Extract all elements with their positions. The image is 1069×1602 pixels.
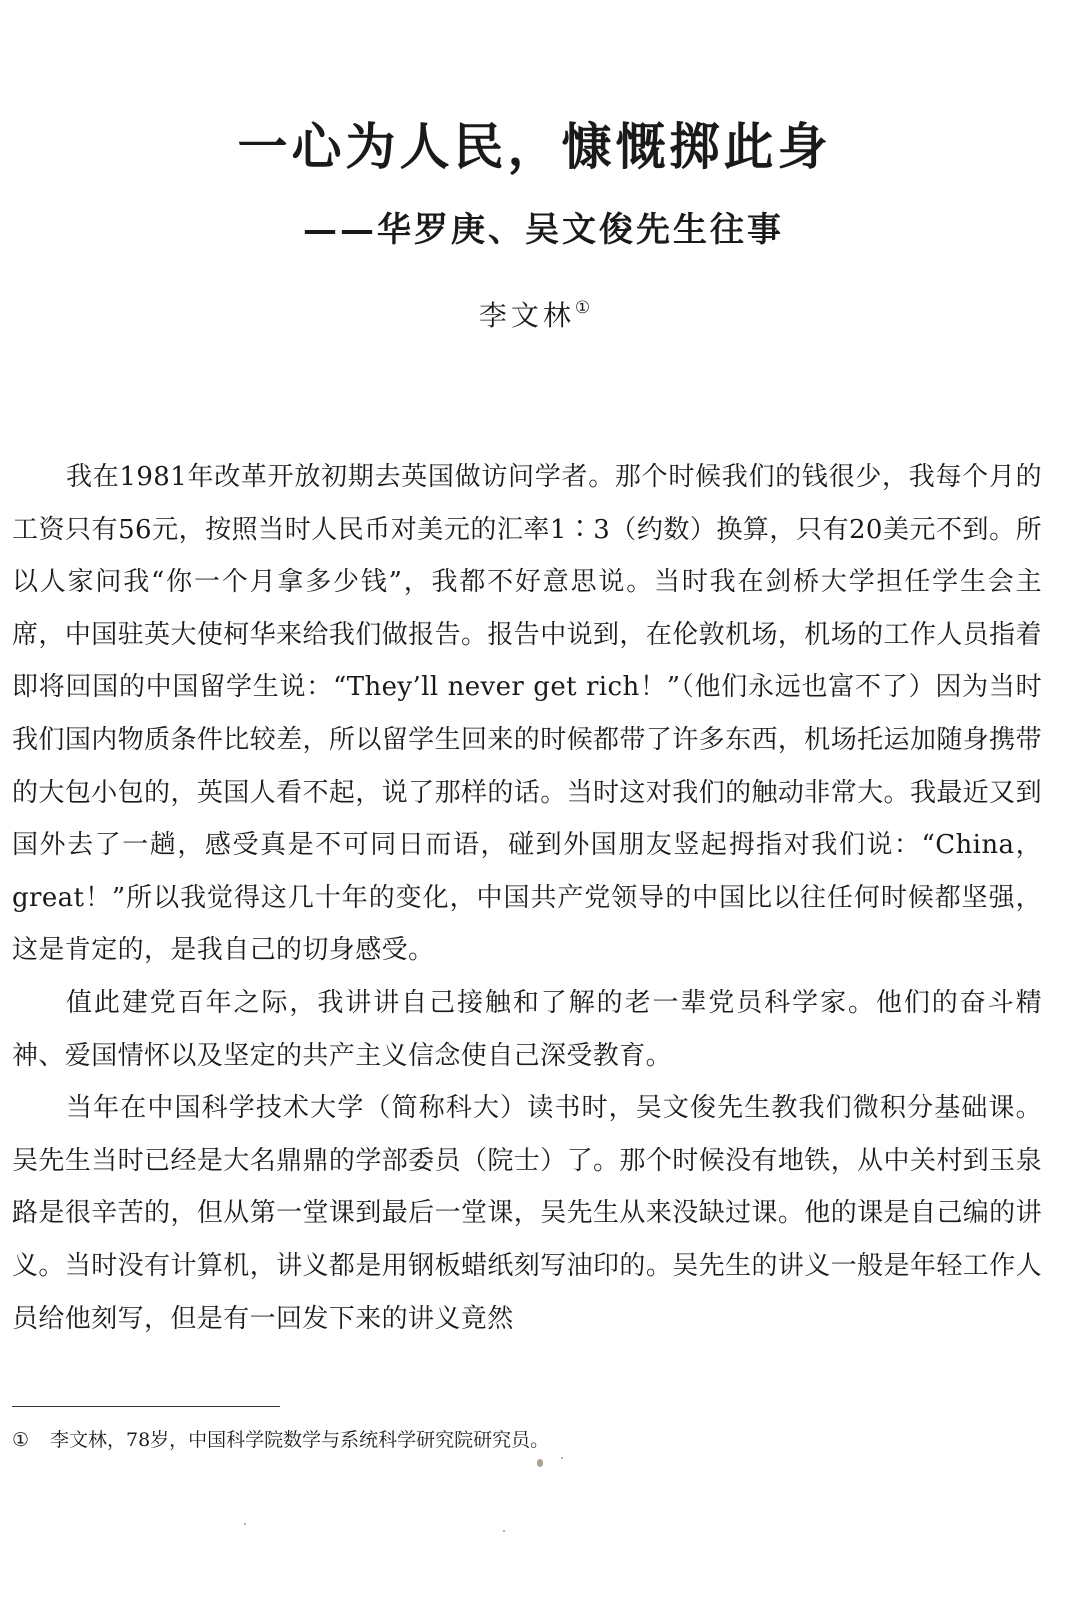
paragraph: 当年在中国科学技术大学（简称科大）读书时，吴文俊先生教我们微积分基础课。吴先生当时已经是大名鼎鼎的学部委员（院士）了。那个时候没有地铁，从中关村到玉泉路是很辛苦的，但从第一堂课到最后一堂课，吴先生从来没缺过课。他的课是自己编的讲义。当时没有计算机，讲义都是用钢板蜡纸刻写油印的。吴先生的讲义一般是年轻工作人员给他刻写，但是有一回发下来的讲义竟然 [12, 1093, 1042, 1334]
footnote-marker: ① [12, 1429, 30, 1451]
paragraph: 我在1981年改革开放初期去英国做访问学者。那个时候我们的钱很少，我每个月的工资只有56元，按照当时人民币对美元的汇率1∶3（约数）换算，只有20美元不到。所以人家问我“你一个月拿多少钱”，我都不好意思说。当时我在剑桥大学担任学生会主席，中国驻英大使柯华来给我们做报告。报告中说到，在伦敦机场，机场的工作人员指着即将回国的中国留学生说：“They’ll never get rich！”（他们永远也富不了）因为当时我们国内物质条件比较差，所以留学生回来的时候都带了许多东西，机场托运加随身携带的大包小包的，英国人看不起，说了那样的话。当时这对我们的触动非常大。我最近又到国外去了一趟，感受真是不可同日而语，碰到外国朋友竖起拇指对我们说：“China，great！”所以我觉得这几十年的变化，中国共产党领导的中国比以往任何时候都坚强，这是肯定的，是我自己的切身感受。 [12, 462, 1042, 966]
footnote-divider [12, 1406, 280, 1407]
article-body [12, 451, 1042, 1345]
author-footnote-marker: ① [574, 298, 591, 318]
scan-speck [503, 1530, 505, 1532]
footnote [12, 1425, 1042, 1455]
footnote-text: 李文林，78岁，中国科学院数学与系统科学研究院研究员。 [50, 1429, 550, 1451]
article-subtitle: ——华罗庚、吴文俊先生往事 [303, 210, 784, 250]
paragraph: 值此建党百年之际，我讲讲自己接触和了解的老一辈党员科学家。他们的奋斗精神、爱国情怀以及坚定的共产主义信念使自己深受教育。 [12, 987, 1042, 1071]
scan-speck [244, 1523, 246, 1525]
author-name: 李文林 [478, 299, 575, 332]
author-line [0, 288, 1069, 336]
scan-speck [561, 1457, 563, 1459]
scan-smudge [537, 1459, 543, 1467]
article-title: 一心为人民，慷慨掷此身 [237, 118, 832, 176]
